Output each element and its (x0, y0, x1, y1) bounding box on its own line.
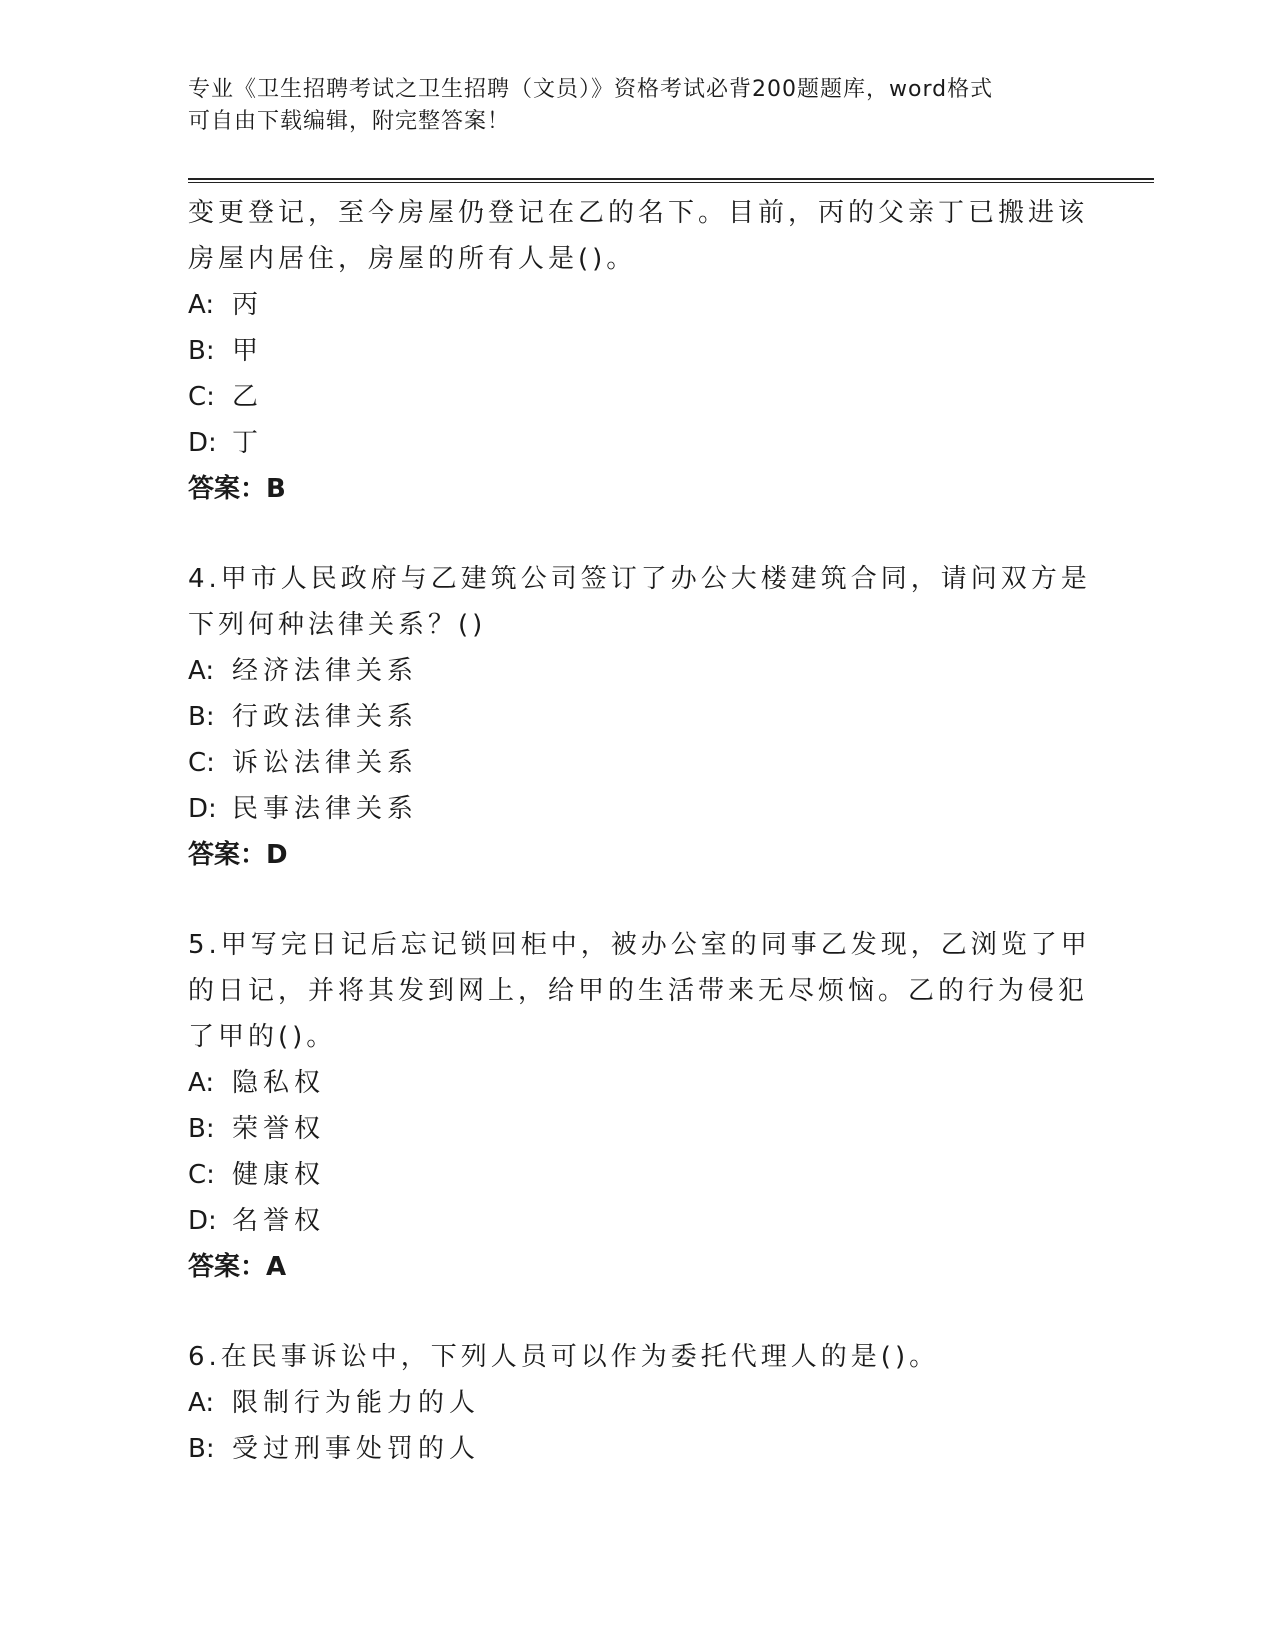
option-b (188, 694, 1088, 740)
option-key: C: (188, 382, 215, 412)
option-text: 健康权 (232, 1160, 326, 1190)
option-text: 乙 (232, 382, 264, 412)
option-key: D: (188, 794, 217, 824)
spacer (188, 878, 1088, 922)
question-text-line: 了甲的()。 (188, 1022, 337, 1052)
option-text: 民事法律关系 (232, 794, 419, 824)
option-key: B: (188, 1114, 215, 1144)
option-b (188, 1426, 1088, 1472)
option-b (188, 328, 1088, 374)
question-text-line: 变更登记，至今房屋仍登记在乙的名下。目前，丙的父亲丁已搬进该 (188, 198, 1089, 228)
option-key: D: (188, 428, 217, 458)
question-list (188, 190, 1091, 1472)
option-text: 经济法律关系 (232, 656, 419, 686)
option-b (188, 1106, 1088, 1152)
option-c (188, 740, 1088, 786)
option-text: 荣誉权 (232, 1114, 326, 1144)
spacer (188, 512, 1088, 556)
option-text: 名誉权 (232, 1206, 326, 1236)
option-d (188, 786, 1088, 832)
header-line-1: 专业《卫生招聘考试之卫生招聘（文员）》资格考试必背200题题库，word格式 (188, 77, 994, 102)
option-text: 甲 (232, 336, 264, 366)
option-text: 丙 (232, 290, 264, 320)
option-key: A: (188, 290, 215, 320)
question-text-line: 4.甲市人民政府与乙建筑公司签订了办公大楼建筑合同，请问双方是 (188, 564, 1091, 594)
option-text: 行政法律关系 (232, 702, 419, 732)
option-key: A: (188, 1068, 215, 1098)
answer-line: 答案：A (188, 1252, 287, 1282)
question-6 (188, 1334, 1088, 1472)
question-5 (188, 922, 1091, 1290)
question-4 (188, 556, 1091, 878)
option-key: C: (188, 1160, 215, 1190)
document-header (188, 74, 1088, 138)
spacer (188, 1290, 1088, 1334)
option-text: 诉讼法律关系 (232, 748, 419, 778)
option-text: 限制行为能力的人 (232, 1388, 481, 1418)
option-a (188, 282, 1088, 328)
answer-line: 答案：B (188, 474, 286, 504)
question-3 (188, 190, 1088, 512)
option-d (188, 420, 1088, 466)
option-key: B: (188, 702, 215, 732)
header-divider (188, 178, 1154, 183)
option-key: B: (188, 336, 215, 366)
question-text-line: 6.在民事诉讼中，下列人员可以作为委托代理人的是()。 (188, 1342, 940, 1372)
question-text-line: 的日记，并将其发到网上，给甲的生活带来无尽烦恼。乙的行为侵犯 (188, 976, 1089, 1006)
option-key: A: (188, 656, 215, 686)
option-text: 丁 (232, 428, 264, 458)
option-a (188, 1380, 1088, 1426)
option-c (188, 374, 1088, 420)
option-text: 受过刑事处罚的人 (232, 1434, 481, 1464)
option-text: 隐私权 (232, 1068, 326, 1098)
answer-line: 答案：D (188, 840, 288, 870)
question-text-line: 房屋内居住，房屋的所有人是()。 (188, 244, 637, 274)
option-c (188, 1152, 1088, 1198)
option-a (188, 648, 1088, 694)
option-a (188, 1060, 1088, 1106)
option-key: D: (188, 1206, 217, 1236)
option-key: A: (188, 1388, 215, 1418)
option-key: B: (188, 1434, 215, 1464)
header-line-2: 可自由下载编辑，附完整答案！ (188, 109, 511, 134)
option-d (188, 1198, 1088, 1244)
question-text-line: 5.甲写完日记后忘记锁回柜中，被办公室的同事乙发现，乙浏览了甲 (188, 930, 1091, 960)
option-key: C: (188, 748, 215, 778)
question-text-line: 下列何种法律关系？() (188, 610, 487, 640)
